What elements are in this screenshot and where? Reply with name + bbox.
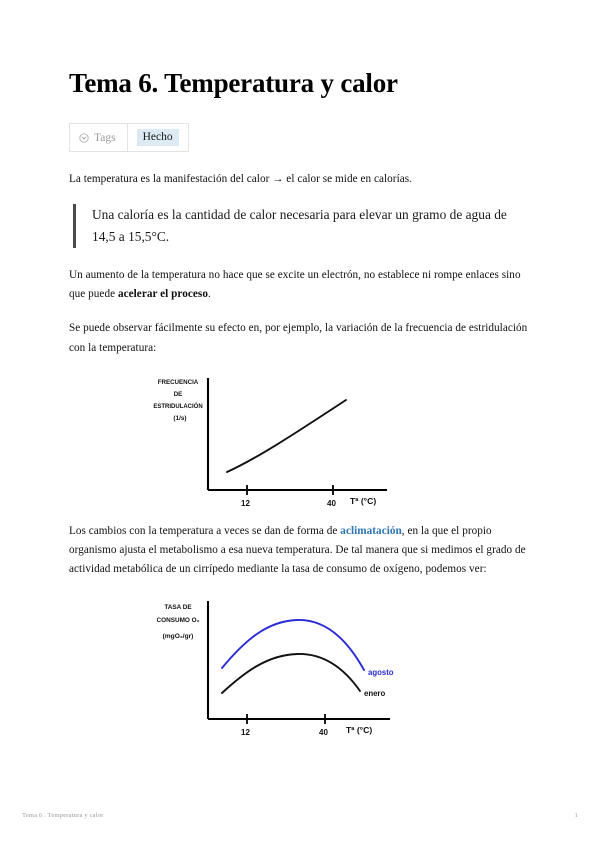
callout-quote: Una caloría es la cantidad de calor necesaria para elevar un gramo de agua de 14,5 a 15,5°C. — [73, 204, 531, 247]
chart-1-x-axis-label: Tª (°C) — [350, 495, 377, 506]
figure-tasa-consumo-oxigeno — [69, 595, 531, 740]
chart-2-x-axis-label: Tª (°C) — [346, 724, 373, 735]
chart-2-series-enero — [222, 654, 360, 693]
inline-link-aclimatacion[interactable]: aclimatación — [340, 524, 402, 537]
svg-text:40: 40 — [319, 727, 328, 737]
chart-2-label-agosto: agosto — [368, 667, 394, 677]
svg-text:(mgO₂/gr): (mgO₂/gr) — [162, 632, 194, 640]
page-title: Tema 6. Temperatura y calor — [69, 68, 398, 98]
paragraph-2-text-b: . — [207, 287, 211, 300]
paragraph-4-text-a: Los cambios con la temperatura a veces se dan de forma de — [69, 524, 341, 537]
paragraph-4 — [69, 522, 531, 580]
page-footer — [22, 812, 578, 819]
properties-tags-row[interactable] — [69, 123, 189, 152]
footer-page-number: 1 — [574, 812, 578, 819]
document-content — [69, 68, 531, 750]
svg-text:12: 12 — [241, 498, 250, 508]
paragraph-1: La temperatura es la manifestación del calor → el calor se mide en calorías. — [69, 173, 412, 186]
svg-text:(1/s): (1/s) — [173, 414, 187, 422]
chart-2-label-enero: enero — [364, 688, 386, 698]
chart-1-y-axis-label — [153, 379, 202, 422]
svg-text:FRECUENCIA: FRECUENCIA — [157, 378, 199, 386]
paragraph-2 — [69, 266, 531, 305]
status-badge: Hecho — [137, 129, 179, 147]
svg-text:12: 12 — [241, 727, 250, 737]
paragraph-2-text-a: Un aumento de la temperatura no hace que se excite un electrón, no establece ni rompe enlaces sino que puede — [69, 268, 521, 300]
tags-property-label: Tags — [94, 131, 116, 144]
paragraph-3: Se puede observar fácilmente su efecto en, por ejemplo, la variación de la frecuencia de estridulación con la temperatura: — [69, 322, 528, 354]
paragraph-4-text-b: , en la que el propio organismo ajusta el metabolismo a esa nueva temperatura. De tal manera que si medimos el grado de actividad metabólica de un cirrípedo mediante la tasa de consumo de oxígeno, podemos ver: — [69, 524, 526, 576]
figure-frecuencia-estridulacion — [69, 372, 531, 512]
chart-2-series-agosto — [222, 620, 364, 670]
chart-2-svg — [150, 595, 450, 740]
chart-1-svg — [150, 372, 450, 512]
svg-text:TASA DE: TASA DE — [164, 603, 192, 611]
chart-1-x-tick-labels — [241, 499, 336, 508]
svg-text:ESTRIDULACIÓN: ESTRIDULACIÓN — [153, 403, 203, 410]
chart-1-series-line — [227, 400, 346, 472]
chart-2-x-tick-labels — [241, 728, 328, 737]
footer-left-text: Tema 6 . Temperatura y calor — [22, 812, 104, 819]
circle-chevron-down-icon — [79, 133, 89, 143]
paragraph-2-emphasis: acelerar el proceso — [117, 287, 208, 300]
svg-text:CONSUMO O₂: CONSUMO O₂ — [156, 616, 200, 624]
tags-property-label-cell[interactable] — [70, 124, 128, 151]
svg-text:DE: DE — [173, 390, 183, 398]
svg-text:40: 40 — [327, 498, 336, 508]
chart-2-y-axis-label — [157, 604, 200, 640]
tags-property-value-cell[interactable] — [128, 124, 188, 151]
